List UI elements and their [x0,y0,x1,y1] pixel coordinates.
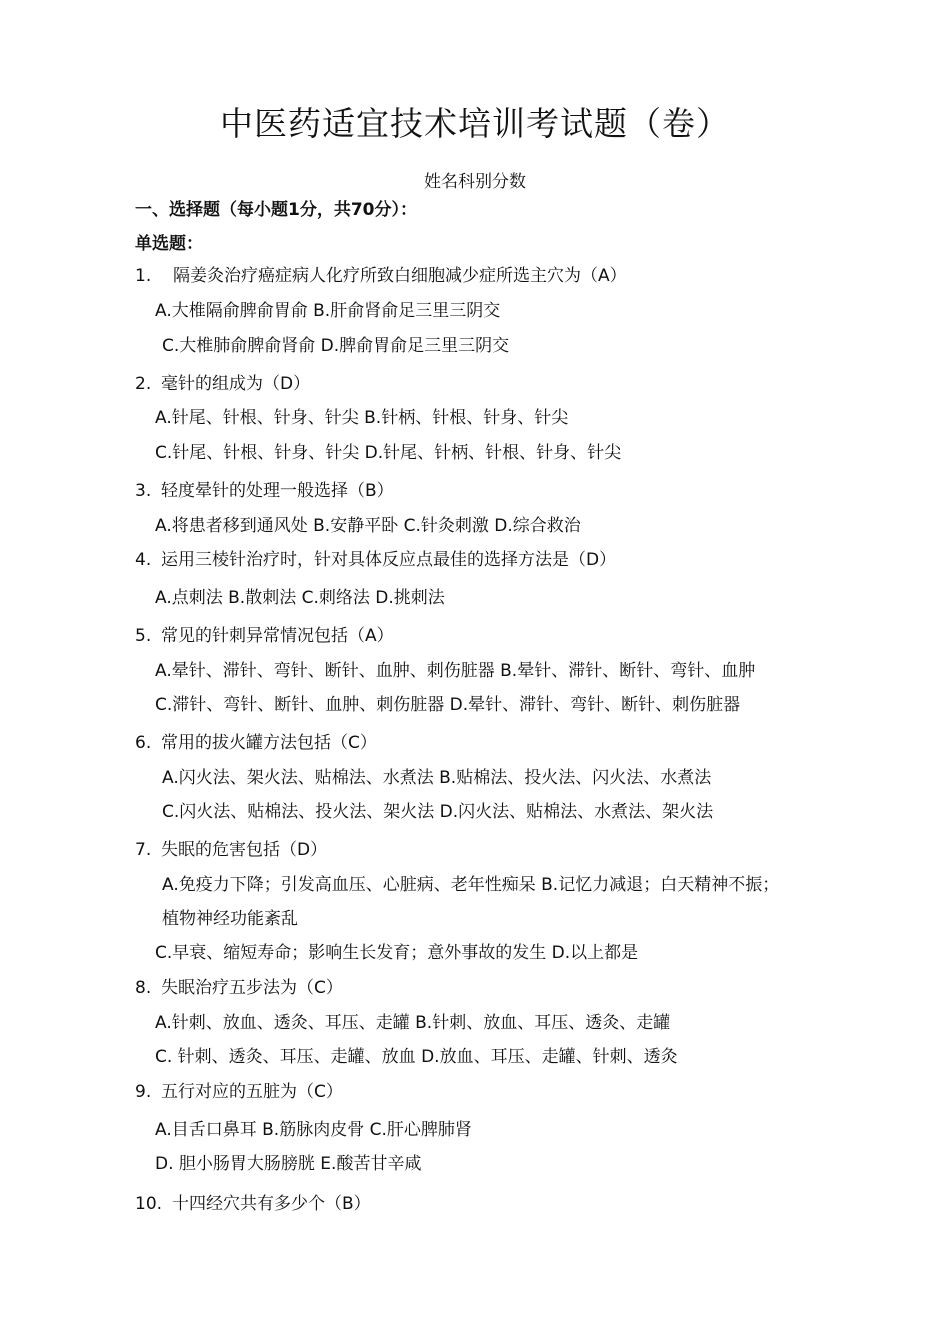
question-2-option-line-1: A.针尾、针根、针身、针尖 B.针柄、针根、针身、针尖 [155,408,569,428]
question-number: 10. [135,1194,163,1214]
question-9-option-line-2: D. 胆小肠胃大肠膀胱 E.酸苦甘辛咸 [155,1154,422,1174]
question-7-option-line-3: C.早衰、缩短寿命；影响生长发育；意外事故的发生 D.以上都是 [155,943,639,963]
question-text: 常用的拔火罐方法包括（C） [161,733,377,753]
question-text: 失眠治疗五步法为（C） [161,978,343,998]
question-7-option-line-1: A.免疫力下降；引发高血压、心脏病、老年性痴呆 B.记忆力减退；白天精神不振； [162,875,780,895]
question-8 [135,976,343,1000]
question-4-option-line-1: A.点刺法 B.散刺法 C.刺络法 D.挑刺法 [155,588,445,608]
question-number: 3. [135,481,152,501]
question-5-option-line-1: A.晕针、滞针、弯针、断针、血肿、刺伤脏器 B.晕针、滞针、断针、弯针、血肿 [155,661,756,681]
exam-title: 中医药适宜技术培训考试题（卷） [220,104,730,143]
question-7 [135,838,327,862]
question-text: 隔姜灸治疗癌症病人化疗所致白细胞减少症所选主穴为（A） [173,266,627,286]
subsection-heading: 单选题： [135,234,203,254]
question-text: 轻度晕针的处理一般选择（B） [161,481,394,501]
question-text: 十四经穴共有多少个（B） [172,1194,371,1214]
question-3 [135,479,394,503]
question-text: 常见的针刺异常情况包括（A） [161,626,394,646]
question-10 [135,1192,371,1216]
question-number: 9. [135,1082,152,1102]
question-2 [135,372,310,396]
question-text: 运用三棱针治疗时，针对具体反应点最佳的选择方法是（D） [161,550,617,570]
question-1 [135,264,627,288]
question-number: 5. [135,626,152,646]
section-heading: 一、选择题（每小题1分，共70分）： [135,200,417,220]
question-3-option-line-1: A.将患者移到通风处 B.安静平卧 C.针灸刺激 D.综合救治 [155,516,581,536]
question-5 [135,624,394,648]
question-7-option-line-2: 植物神经功能紊乱 [162,909,298,929]
question-text: 毫针的组成为（D） [161,374,311,394]
question-number: 4. [135,550,152,570]
question-6-option-line-2: C.闪火法、贴棉法、投火法、架火法 D.闪火法、贴棉法、水煮法、架火法 [162,802,714,822]
question-9 [135,1080,343,1104]
question-6-option-line-1: A.闪火法、架火法、贴棉法、水煮法 B.贴棉法、投火法、闪火法、水煮法 [162,768,712,788]
question-9-option-line-1: A.目舌口鼻耳 B.筋脉肉皮骨 C.肝心脾肺肾 [155,1120,472,1140]
question-text: 失眠的危害包括（D） [161,840,328,860]
question-number: 2. [135,374,152,394]
question-4 [135,548,616,572]
question-number: 1. [135,266,152,286]
question-number: 6. [135,733,152,753]
question-number: 7. [135,840,152,860]
question-5-option-line-2: C.滞针、弯针、断针、血肿、刺伤脏器 D.晕针、滞针、弯针、断针、刺伤脏器 [155,695,741,715]
question-8-option-line-1: A.针刺、放血、透灸、耳压、走罐 B.针刺、放血、耳压、透灸、走罐 [155,1013,671,1033]
question-1-option-line-2: C.大椎肺俞脾俞肾俞 D.脾俞胃俞足三里三阴交 [162,336,510,356]
question-1-option-line-1: A.大椎隔俞脾俞胃俞 B.肝俞肾俞足三里三阴交 [155,301,501,321]
question-2-option-line-2: C.针尾、针根、针身、针尖 D.针尾、针柄、针根、针身、针尖 [155,443,622,463]
student-info-line: 姓名科别分数 [424,172,526,192]
question-number: 8. [135,978,152,998]
question-8-option-line-2: C. 针刺、透灸、耳压、走罐、放血 D.放血、耳压、走罐、针刺、透灸 [155,1047,678,1067]
question-6 [135,731,377,755]
question-text: 五行对应的五脏为（C） [161,1082,343,1102]
